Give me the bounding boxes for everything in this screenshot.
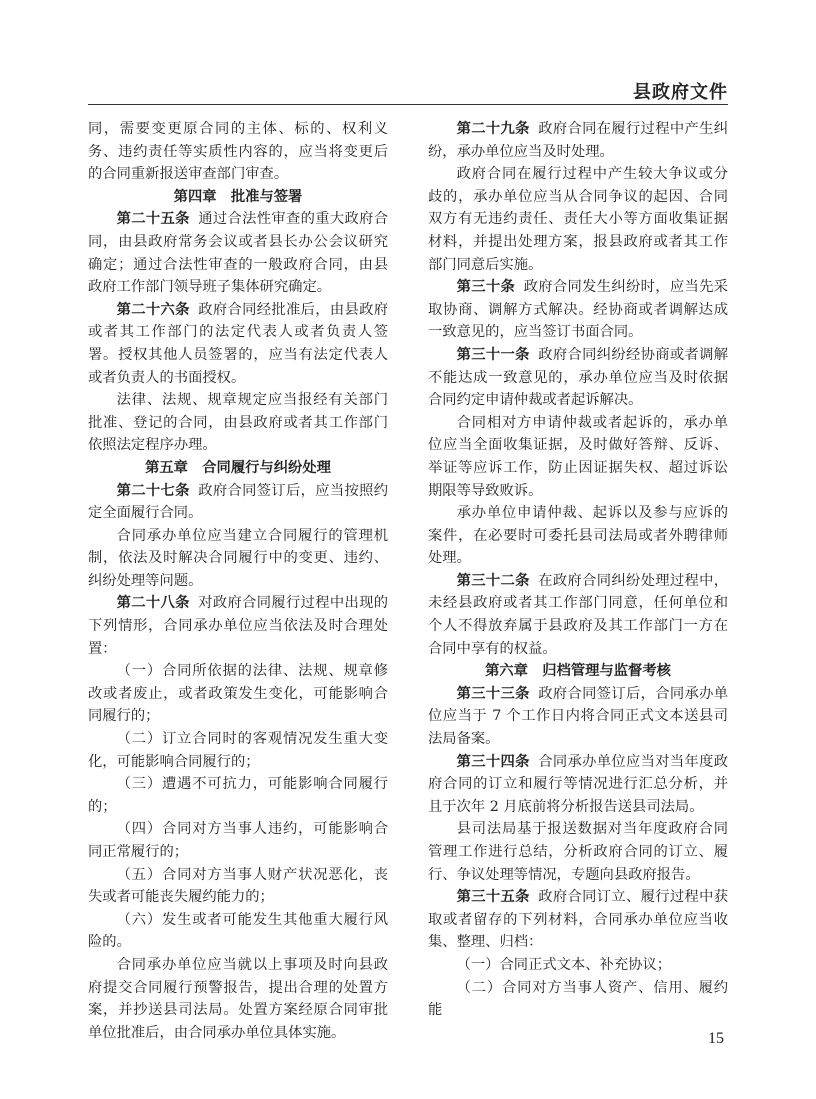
article-label: 第三十四条 xyxy=(456,753,530,770)
header-rule xyxy=(88,104,728,105)
article-text: 合同承办单位应当对当年度政府合同的订立和履行等情况进行汇总分析，并且于次年 2 月底前将分析报告送县司法局。 xyxy=(428,753,729,815)
article-text: 通过合法性审查的重大政府合同，由县政府常务会议或者县长办公会议研究确定；通过合法性审查的一般政府合同，由县政府工作部门领导班子集体研究确定。 xyxy=(88,211,389,296)
article-label: 第二十九条 xyxy=(456,121,530,137)
paragraph: 政府合同在履行过程中产生较大争议或分歧的，承办单位应当从合同争议的起因、合同双方有无违约责任、责任大小等方面收集证据材料，并提出处理方案，报县政府或者其工作部门同意后实施。 xyxy=(428,166,728,273)
article-label: 第三十三条 xyxy=(456,685,530,702)
article-34 xyxy=(428,751,728,819)
article-27 xyxy=(88,480,388,525)
article-text: 政府合同经批准后，由县政府或者其工作部门的法定代表人或者负责人签署。授权其他人员签署的，应当有法定代表人或者负责人的书面授权。 xyxy=(88,301,389,386)
article-text: 政府合同在履行过程中产生纠纷，承办单位应当及时处理。 xyxy=(428,121,729,160)
paragraph: 合同承办单位应当建立合同履行的管理机制，依法及时解决合同履行中的变更、违约、纠纷处理等问题。 xyxy=(88,527,388,589)
chapter-heading: 第四章 批准与签署 xyxy=(173,188,303,205)
article-label: 第二十五条 xyxy=(116,211,190,228)
paragraph: 同，需要变更原合同的主体、标的、权利义务、违约责任等实质性内容的，应当将变更后的合同重新报送审查部门审查。 xyxy=(88,121,388,183)
left-column xyxy=(88,118,388,1044)
article-label: 第二十七条 xyxy=(116,482,190,499)
article-text: 政府合同纠纷经协商或者调解不能达成一致意见的，承办单位应当及时依据合同约定申请仲裁或者起诉解决。 xyxy=(428,346,729,409)
paragraph: 合同承办单位应当就以上事项及时向县政府提交合同履行预警报告，提出合理的处置方案，并抄送县司法局。处置方案经原合同审批单位批准后，由合同承办单位具体实施。 xyxy=(88,956,388,1041)
article-label: 第二十六条 xyxy=(116,301,190,318)
article-text: 在政府合同纠纷处理过程中，未经县政府或者其工作部门同意，任何单位和个人不得放弃属于县政府及其工作部门一方在合同中享有的权益。 xyxy=(428,572,729,657)
article-text: 政府合同发生纠纷时，应当先采取协商、调解方式解决。经协商或者调解达成一致意见的，应当签订书面合同。 xyxy=(428,279,729,341)
chapter-heading: 第五章 合同履行与纠纷处理 xyxy=(145,459,331,476)
article-25 xyxy=(88,208,388,298)
list-item: （三）遭遇不可抗力，可能影响合同履行的； xyxy=(88,776,388,815)
list-item: （四）合同对方当事人违约，可能影响合同正常履行的； xyxy=(88,821,388,860)
page-number: 15 xyxy=(708,1030,724,1047)
article-30 xyxy=(428,276,728,344)
article-label: 第三十条 xyxy=(456,279,516,296)
article-28 xyxy=(88,592,388,660)
list-item: （二）订立合同时的客观情况发生重大变化，可能影响合同履行的； xyxy=(88,731,388,770)
article-29 xyxy=(428,118,728,163)
list-item: （六）发生或者可能发生其他重大履行风险的。 xyxy=(88,911,388,951)
paragraph: 合同相对方申请仲裁或者起诉的，承办单位应当全面收集证据，及时做好答辩、反诉、举证等应诉工作，防止因证据失权、超过诉讼期限等导致败诉。 xyxy=(428,414,728,499)
article-label: 第三十五条 xyxy=(456,889,530,906)
article-31 xyxy=(428,344,728,412)
article-text: 对政府合同履行过程中出现的下列情形，合同承办单位应当依法及时合理处置： xyxy=(88,595,389,657)
list-item: （五）合同对方当事人财产状况恶化，丧失或者可能丧失履约能力的； xyxy=(88,866,388,906)
article-32 xyxy=(428,570,728,660)
article-text: 政府合同签订后，应当按照约定全面履行合同。 xyxy=(88,482,389,522)
paragraph: 承办单位申请仲裁、起诉以及参与应诉的案件，在必要时可委托县司法局或者外聘律师处理。 xyxy=(428,505,728,567)
article-label: 第三十二条 xyxy=(456,572,530,589)
article-text: 政府合同订立、履行过程中获取或者留存的下列材料，合同承办单位应当收集、整理、归档： xyxy=(428,889,729,951)
article-label: 第三十一条 xyxy=(456,346,530,363)
chapter-heading: 第六章 归档管理与监督考核 xyxy=(485,663,671,680)
list-item: （一）合同所依据的法律、法规、规章修改或者废止，或者政策发生变化，可能影响合同履行的； xyxy=(88,663,388,725)
list-item: （二）合同对方当事人资产、信用、履约能 xyxy=(428,979,728,1019)
paragraph: 县司法局基于报送数据对当年度政府合同管理工作进行总结，分析政府合同的订立、履行、争议处理等情况，专题向县政府报告。 xyxy=(428,821,728,883)
right-column xyxy=(428,118,728,1022)
article-label: 第二十八条 xyxy=(116,595,190,612)
header-title: 县政府文件 xyxy=(633,82,728,103)
list-item: （一）合同正式文本、补充协议； xyxy=(456,956,672,973)
article-33 xyxy=(428,683,728,751)
article-text: 政府合同签订后，合同承办单位应当于 7 个工作日内将合同正式文本送县司法局备案。 xyxy=(428,685,729,748)
article-35 xyxy=(428,886,728,954)
paragraph: 法律、法规、规章规定应当报经有关部门批准、登记的合同，由县政府或者其工作部门依照法定程序办理。 xyxy=(88,392,388,454)
article-26 xyxy=(88,299,388,389)
